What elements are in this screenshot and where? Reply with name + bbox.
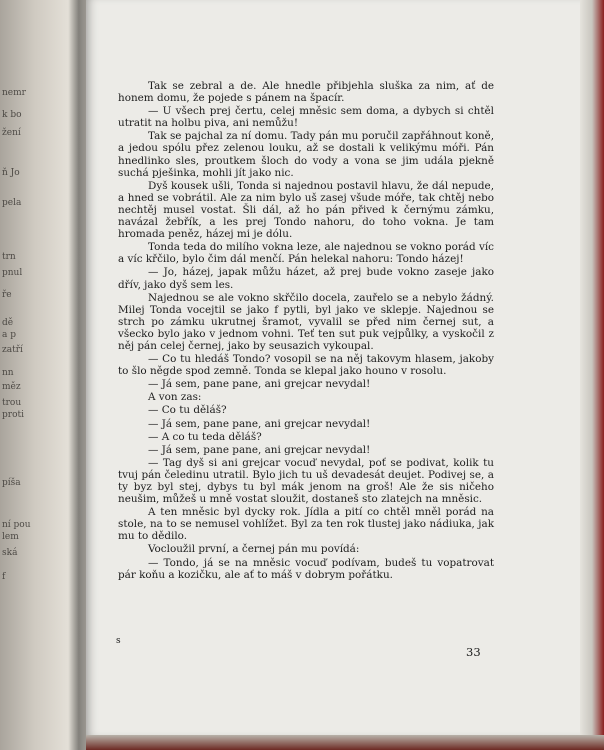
facing-page-fragment: f [2, 572, 6, 582]
paragraph: Tak se zebral a de. Ale hnedle přibjehla sluška za nim, ať de honem domu, že pojede s pánem na špacír. [118, 80, 494, 105]
facing-page-fragment: ň Jo [2, 168, 20, 178]
facing-page-fragment: měz [2, 382, 21, 392]
page-edge-bottom [86, 735, 604, 750]
paragraph: Najednou se ale vokno skřčilo docela, zauřelo se a nebylo žádný. Milej Tonda vocejtil se jako f pytli, byl jako ve sklepje. Najednou se strch po zámku ukrutnej šramot, vyvalil se před nim černej sut, a všecko bylo jako v jednom vohni. Teť ten sut puk vejpůlky, a vyskočil z něj pán celej černej, jako by seusazich vykoupal. [118, 291, 494, 352]
paragraph: — U všech prej čertu, celej mněsic sem doma, a dybych si chtěl utratit na holbu piva, ani nemůžu! [118, 105, 494, 130]
paragraph: — Já sem, pane pane, ani grejcar nevydal! [148, 378, 371, 391]
facing-page-fragment: k bo [2, 110, 22, 120]
paragraph: — Já sem, pane pane, ani grejcar nevydal! [148, 417, 371, 430]
paragraph: Vocloužil první, a černej pán mu povídá: [148, 543, 360, 556]
facing-page-fragment: trou [2, 398, 22, 408]
facing-page-fragment: nn [2, 368, 14, 378]
paragraph: — A co tu teda děláš? [148, 430, 262, 443]
facing-page-fragment: ská [2, 548, 18, 558]
facing-page-fragment: dě [2, 318, 14, 328]
facing-page-fragment: žení [2, 128, 21, 138]
page-text [118, 80, 494, 581]
page-edge-right [580, 0, 604, 735]
facing-page-fragment: lem [2, 532, 19, 542]
facing-page-fragment: pnul [2, 268, 23, 278]
signature-mark: s [116, 636, 121, 646]
page-number: 33 [466, 645, 481, 659]
paragraph: Tak se pajchal za ní domu. Tady pán mu poručil zapřáhnout koně, a jedou spólu přez zelenou louku, až se dostali k velikýmu móři. Pán hnedlinko sles, proutkem šloch do vody a vona se jim udála pjekně suchá pješinka, mohli jít jako nic. [118, 130, 494, 179]
paragraph: — Tag dyš si ani grejcar vocuď nevydal, poť se podivat, kolik tu tvuj pán čeledinu utratil. Bylo jich tu uš devadesát deujet. Podivej se, a ty byz byl stej, dybys tu byl mák jenom na groš! Ale že sis ničeho neušim, můžeš u mně vostat sloužit, dostaneš sto zlatejch na mněsic. [118, 456, 494, 506]
facing-page-fragment: ře [2, 290, 12, 300]
facing-page-fragment: zatří [2, 345, 23, 355]
paragraph: — Co tu hledáš Tondo? vosopil se na něj takovym hlasem, jakoby to šlo něgde spod zemně. Tonda se klepal jako houno v rosolu. [118, 353, 494, 378]
facing-page-fragment: píša [2, 478, 21, 488]
facing-page-fragment: ní pou [2, 520, 31, 530]
book-gutter [68, 0, 86, 750]
facing-page-fragment: a p [2, 330, 16, 340]
paragraph: Tonda teda do milího vokna leze, ale najednou se vokno porád víc a víc křčilo, bylo čim dál menčí. Pán helekal nahoru: Tondo házej! [118, 241, 494, 266]
paragraph: A von zas: [148, 391, 202, 404]
facing-page-fragment: proti [2, 410, 24, 420]
paragraph: — Tondo, já se na mněsic vocuď podívam, budeš tu vopatrovat pár koňu a kozičku, ale ať to máš v dobrym pořátku. [118, 556, 494, 581]
paragraph: — Já sem, pane pane, ani grejcar nevydal! [148, 443, 371, 456]
facing-page-fragment: trn [2, 252, 16, 262]
paragraph: Dyš kousek ušli, Tonda si najednou postavil hlavu, že dál nepude, a hned se vobrátil. Ale za nim bylo uš zasej všude móře, tak chtěj nebo nechtěj musel vostat. Šli dál, až ho pán přived k černýmu zámku, navázal žebřík, a les prej Tondo nahoru, do toho vokna. Je tam hromada peněz, házej mi je dólu. [118, 179, 494, 241]
facing-page-fragment: pela [2, 198, 22, 208]
paragraph: — Co tu děláš? [148, 404, 227, 417]
paragraph: A ten mněsic byl dycky rok. Jídla a pití co chtěl mněl porád na stole, na to se nemusel vohlížet. Byl za ten rok tlustej jako nádiuka, jak mu to dědilo. [118, 506, 494, 543]
facing-page-fragment: nemr [2, 88, 26, 98]
paragraph: — Jo, házej, japak můžu házet, až prej bude vokno zaseje jako dřív, jako dyš sem les. [118, 266, 494, 291]
